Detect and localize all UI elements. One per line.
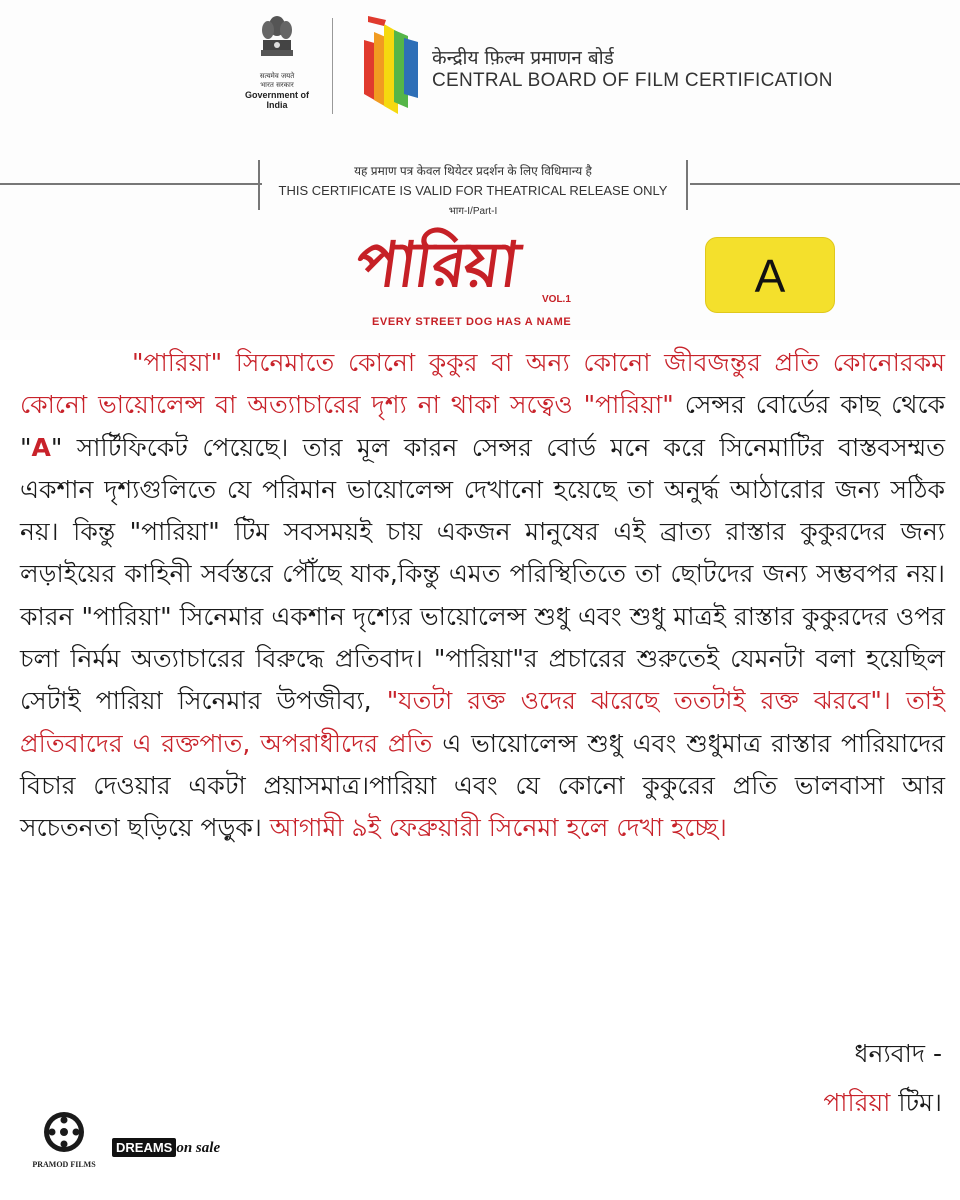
- cbfc-name-hindi: केन्द्रीय फ़िल्म प्रमाणन बोर्ड: [432, 47, 614, 69]
- certificate-part: भाग-I/Part-I: [448, 206, 498, 217]
- release-announcement: আগামী ৯ই ফেব্রুয়ারী সিনেমা হলে দেখা হচ্ছে।: [269, 813, 727, 843]
- signature-team: [823, 1083, 942, 1126]
- statement-slogan: "যতটা রক্ত ওদের ঝরেছে ততটাই রক্ত ঝরবে"। তাই প্রতিবাদের এ রক্তপাত, অপরাধীদের প্রতি: [20, 686, 945, 758]
- certificate-validity-notice: [258, 152, 688, 220]
- certificate-header: [0, 0, 960, 340]
- film-title-logo: পারিয়া: [351, 228, 523, 301]
- cbfc-name-english: CENTRAL BOARD OF FILM CERTIFICATION: [432, 70, 833, 91]
- emblem-motto: सत्यमेव जयते: [259, 72, 295, 80]
- film-volume: VOL.1: [542, 294, 571, 305]
- right-rule: [690, 183, 960, 185]
- on-sale-label: on sale: [176, 1140, 221, 1156]
- statement-reason: " সার্টিফিকেট পেয়েছে। তার মূল কারন সেন্সর বোর্ড মনে করে সিনেমাটির বাস্তবসম্মত একশান দৃশ্যগুলিতে যে পরিমান ভায়োলেন্স দেখানো হয়েছে তা অনুর্দ্ধ আঠারোর জন্য সঠিক নয়। কিন্তু "পারিয়া" টিম সবসময়ই চায় একজন মানুষের এই ব্রাত্য রাস্তার কুকুরদের জন্য লড়াইয়ের কাহিনী সর্বস্তরে পৌঁছে যাক,কিন্তু এমত পরিস্থিতিতে তা ছোটদের জন্য সম্ভবপর নয়। কারন "পারিয়া" সিনেমার একশান দৃশ্যের ভায়োলেন্স শুধু এবং শুধু মাত্রই রাস্তার কুকুরদের ওপর চলা নির্মম অত্যাচারের বিরুদ্ধে প্রতিবাদ। "পারিয়া"র প্রচারের শুরুতেই যেমনটা বলা হয়েছিল সেটাই পারিয়া সিনেমার উপজীব্য,: [20, 432, 945, 716]
- government-emblem: [238, 12, 316, 110]
- government-of-india-label: Government of India: [244, 90, 309, 110]
- notice-left-bar: [258, 160, 260, 210]
- dreams-label: DREAMS: [112, 1138, 176, 1157]
- statement-body: [20, 342, 945, 850]
- header-divider: [332, 18, 333, 114]
- rating-badge: A: [705, 237, 835, 313]
- film-tagline: EVERY STREET DOG HAS A NAME: [372, 316, 572, 328]
- statement-rating-letter: A: [31, 432, 51, 462]
- national-emblem-icon: [257, 12, 297, 70]
- pramod-films-label: PRAMOD FILMS: [32, 1160, 96, 1169]
- validity-english: THIS CERTIFICATE IS VALID FOR THEATRICAL RELEASE ONLY: [278, 183, 668, 198]
- dreams-on-sale-logo: [112, 1138, 220, 1157]
- emblem-hindi-label: भारत सरकार: [260, 81, 294, 89]
- signature-team-word: টিম।: [898, 1088, 942, 1117]
- statement-certificate-text: সেন্সর বোর্ডের কাছ থেকে ": [20, 390, 945, 462]
- validity-hindi: यह प्रमाण पत्र केवल थियेटर प्रदर्शन के लिए विधिमान्य है: [354, 164, 592, 178]
- left-rule: [0, 183, 262, 185]
- signature-thanks: ধন্যবাদ -: [854, 1039, 942, 1068]
- statement-purpose: এ ভায়োলেন্স শুধু এবং শুধুমাত্র রাস্তার পারিয়াদের বিচার দেওয়ার একটা প্রয়াসমাত্র।পারিয়া এবং যে কোনো কুকুরের প্রতি ভালবাসা আর সচেতনতা ছড়িয়ে পড়ুক।: [20, 728, 945, 843]
- pramod-films-logo: [30, 1110, 98, 1169]
- signature-team-name: পারিয়া: [823, 1088, 891, 1117]
- notice-right-bar: [686, 160, 688, 210]
- pramod-films-reel-icon: [42, 1110, 86, 1154]
- cbfc-colorful-logo-icon: [356, 10, 426, 114]
- statement-intro: "পারিয়া" সিনেমাতে কোনো কুকুর বা অন্য কোনো জীবজন্তুর প্রতি কোনোরকম কোনো ভায়োলেন্স বা অত্যাচারের দৃশ্য না থাকা সত্বেও "পারিয়া": [20, 348, 945, 420]
